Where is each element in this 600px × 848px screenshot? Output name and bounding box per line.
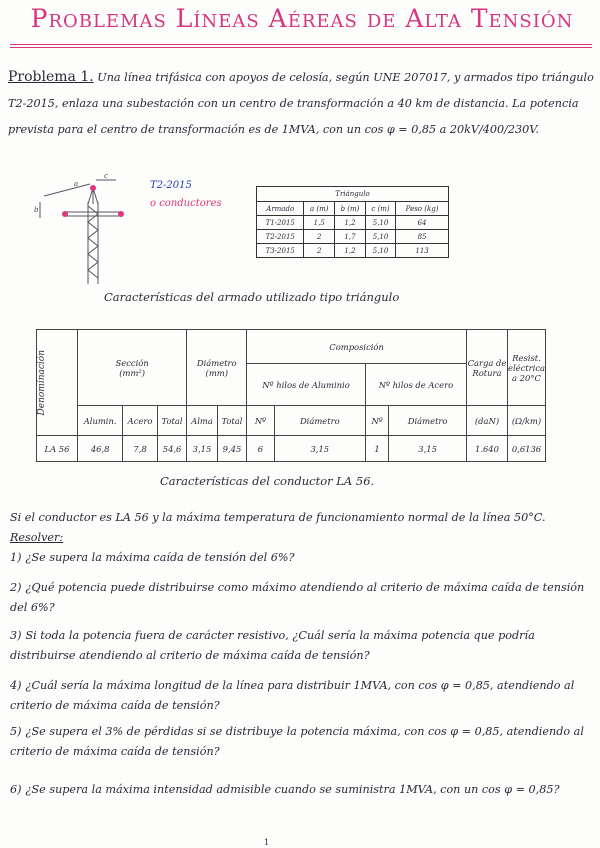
table-cell: 7,8 (123, 436, 158, 462)
table-cell: 6 (247, 436, 275, 462)
page-title: Problemas Líneas Aéreas de Alta Tensión (30, 4, 574, 33)
question-number: 3) (10, 629, 22, 642)
list-item (10, 780, 594, 800)
dim-c-label: c (104, 174, 108, 180)
question-text: ¿Se supera la máxima caída de tensión del 6%? (25, 551, 295, 564)
table-cell: 2 (304, 244, 335, 258)
table-cell: 1,5 (304, 216, 335, 230)
table-cell: 5,10 (365, 244, 395, 258)
dim-b-label: b (34, 206, 39, 214)
tower-diagram (34, 174, 130, 284)
armados-table-caption: Triángulo (257, 187, 449, 202)
intro-text: Si el conductor es LA 56 y la máxima temperatura de funcionamiento normal de la línea 50°C. (10, 511, 546, 524)
diametro-unit: (mm) (205, 367, 228, 378)
problem-statement (8, 64, 594, 143)
armados-table (256, 186, 449, 258)
table-cell: T3-2015 (257, 244, 304, 258)
sub-header: Alma (187, 406, 217, 436)
seccion-unit: (mm²) (119, 367, 146, 378)
resolver-label: Resolver: (10, 531, 64, 544)
table-row (257, 230, 449, 244)
table-cell: 3,15 (274, 436, 365, 462)
tower-label: T2-2015 (150, 180, 192, 191)
table-row (37, 436, 546, 462)
sub-header: Total (157, 406, 187, 436)
table-cell: 1.640 (466, 436, 507, 462)
table-header: b (m) (334, 202, 365, 216)
denominacion-header: Denominación (37, 349, 47, 416)
table-cell: 1,2 (334, 244, 365, 258)
table-cell: 0,6136 (507, 436, 545, 462)
table-cell: 54,6 (157, 436, 187, 462)
conductor-top-dot (90, 185, 96, 191)
table-cell: T1-2015 (257, 216, 304, 230)
table-cell: 2 (304, 230, 335, 244)
table-cell: 113 (396, 244, 449, 258)
question-number: 1) (10, 551, 22, 564)
question-number: 6) (10, 783, 22, 796)
conductor-left-dot (62, 211, 68, 217)
list-item (10, 722, 594, 762)
table-cell: 1 (365, 436, 388, 462)
table-cell: 46,8 (78, 436, 123, 462)
table-cell: 3,15 (389, 436, 467, 462)
table-header: Peso (kg) (396, 202, 449, 216)
problem-label: Problema 1. (8, 69, 94, 85)
table-row (257, 244, 449, 258)
title-underline-2 (10, 47, 592, 48)
question-text: ¿Se supera el 3% de pérdidas si se distribuye la potencia máxima, con cos φ = 0,85, atendiendo al criterio de máxima caída de tensión? (10, 725, 584, 758)
diametro-header: Diámetro (196, 357, 237, 368)
table-row (257, 202, 449, 216)
carga-header: Carga de Rotura (467, 357, 507, 378)
sub-header: Nº (365, 406, 388, 436)
table-cell: 9,45 (217, 436, 247, 462)
composicion-header: Composición (247, 330, 467, 364)
page-number: 1 (264, 838, 270, 847)
table-cell: LA 56 (37, 436, 78, 462)
table-cell: 64 (396, 216, 449, 230)
table-header: Armado (257, 202, 304, 216)
sub-header: Acero (123, 406, 158, 436)
sub-header: Diámetro (274, 406, 365, 436)
sub-header: Alumin. (78, 406, 123, 436)
acero-hilos-header: Nº hilos de Acero (365, 364, 466, 406)
question-number: 2) (10, 581, 22, 594)
title-underline (10, 44, 592, 45)
seccion-header: Sección (115, 357, 149, 368)
sub-header: Diámetro (389, 406, 467, 436)
table-cell: 85 (396, 230, 449, 244)
table-header: c (m) (365, 202, 395, 216)
question-number: 5) (10, 725, 22, 738)
table-cell: T2-2015 (257, 230, 304, 244)
dim-a-label: a (74, 180, 79, 188)
question-text: ¿Se supera la máxima intensidad admisible cuando se suministra 1MVA, con un cos φ = 0,85? (25, 783, 560, 796)
alum-hilos-header: Nº hilos de Aluminio (247, 364, 366, 406)
resist-unit: (Ω/km) (507, 406, 545, 436)
conductor-caption: Características del conductor LA 56. (160, 474, 375, 488)
list-item (10, 626, 594, 666)
sub-header: Nº (247, 406, 275, 436)
question-number: 4) (10, 679, 22, 692)
sub-header: Total (217, 406, 247, 436)
conductor-right-dot (118, 211, 124, 217)
carga-unit: (daN) (466, 406, 507, 436)
table-header: a (m) (304, 202, 335, 216)
table-cell: 3,15 (187, 436, 217, 462)
conductor-table (36, 329, 546, 462)
question-text: ¿Qué potencia puede distribuirse como máximo atendiendo al criterio de máxima caída de tensión del 6%? (10, 581, 585, 614)
resist-header: Resist. eléctrica a 20°C (507, 352, 545, 383)
table-cell: 5,10 (365, 230, 395, 244)
conductor-label: o conductores (150, 198, 222, 209)
table-cell: 1,7 (334, 230, 365, 244)
list-item (10, 548, 594, 568)
list-item (10, 578, 594, 618)
table-cell: 1,2 (334, 216, 365, 230)
question-text: ¿Cuál sería la máxima longitud de la línea para distribuir 1MVA, con cos φ = 0,85, atendiendo al criterio de máxima caída de tensión? (10, 679, 575, 712)
problem-text: Una línea trifásica con apoyos de celosía, según UNE 207017, y armados tipo triángulo T2-2015, enlaza una subestación con un centro de transformación a 40 km de distancia. La potencia prevista para el centro de transformación es de 1MVA, con un cos φ = 0,85 a 20kV/400/230V. (8, 71, 594, 136)
list-item (10, 676, 594, 716)
armados-caption: Características del armado utilizado tipo triángulo (104, 290, 400, 304)
table-cell: 5,10 (365, 216, 395, 230)
table-row (257, 216, 449, 230)
question-text: Si toda la potencia fuera de carácter resistivo, ¿Cuál sería la máxima potencia que podría distribuirse atendiendo al criterio de máxima caída de tensión? (10, 629, 535, 662)
